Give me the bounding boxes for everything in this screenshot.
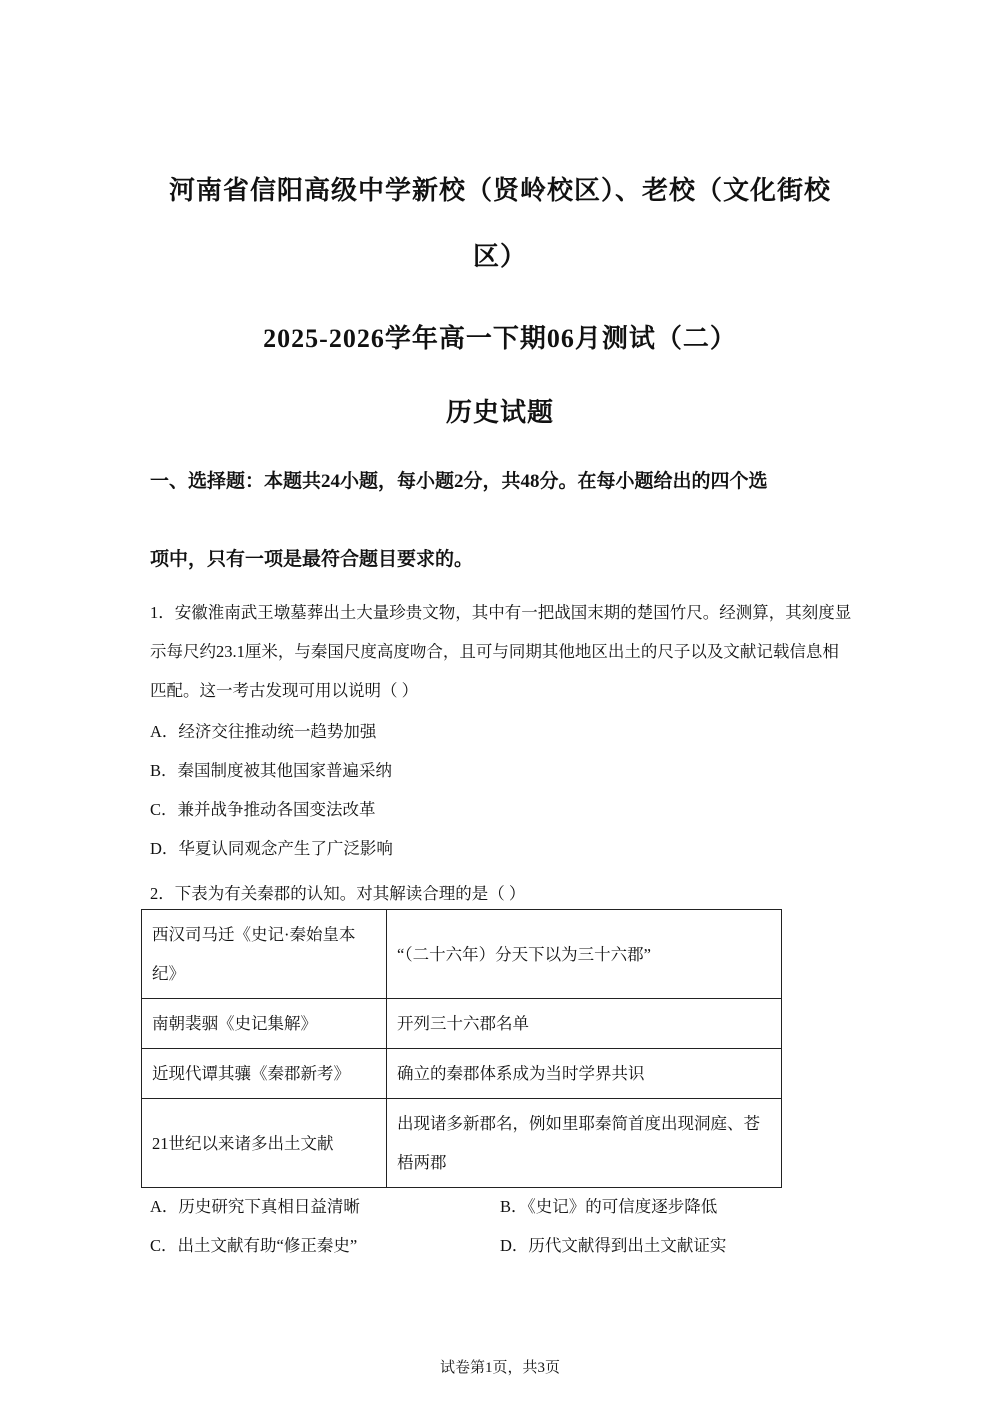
exam-title-line2: 区） bbox=[472, 242, 527, 271]
question-1-option-b: B．秦国制度被其他国家普遍采纳 bbox=[150, 761, 393, 780]
exam-subject-title: 历史试题 bbox=[445, 398, 554, 427]
table-cell-source: 近现代谭其骧《秦郡新考》 bbox=[142, 1049, 387, 1099]
question-2-option-c: C．出土文献有助“修正秦史” bbox=[150, 1236, 358, 1255]
table-row bbox=[142, 910, 782, 999]
question-1-text: 1．安徽淮南武王墩墓葬出土大量珍贵文物，其中有一把战国末期的楚国竹尺。经测算，其刻度显示每尺约23.1厘米，与秦国尺度高度吻合，且可与同期其他地区出土的尺子以及文献记载信息相匹配。这一考古发现可用以说明（ ） bbox=[150, 603, 852, 700]
page-footer: 试卷第1页，共3页 bbox=[439, 1360, 560, 1376]
section-instruction-line2: 项中，只有一项是最符合题目要求的。 bbox=[150, 549, 474, 570]
table-cell-source: 南朝裴骃《史记集解》 bbox=[142, 999, 387, 1049]
table-row bbox=[142, 999, 782, 1049]
table-row bbox=[142, 1049, 782, 1099]
section-instruction-line1: 一、选择题：本题共24小题，每小题2分，共48分。在每小题给出的四个选 bbox=[150, 471, 768, 492]
table-cell-source: 21世纪以来诸多出土文献 bbox=[142, 1099, 387, 1188]
question-1-option-d: D．华夏认同观念产生了广泛影响 bbox=[150, 839, 393, 858]
question-2-option-a: A．历史研究下真相日益清晰 bbox=[150, 1197, 360, 1216]
table-cell-content: 出现诸多新郡名，例如里耶秦简首度出现洞庭、苍梧两郡 bbox=[387, 1099, 782, 1188]
exam-title-line1: 河南省信阳高级中学新校（贤岭校区）、老校（文化街校 bbox=[168, 176, 831, 205]
question-2-text: 2．下表为有关秦郡的认知。对其解读合理的是（ ） bbox=[150, 884, 526, 903]
table-cell-content: “（二十六年）分天下以为三十六郡” bbox=[387, 910, 782, 999]
table-cell-content: 开列三十六郡名单 bbox=[387, 999, 782, 1049]
question-1-option-c: C．兼并战争推动各国变法改革 bbox=[150, 800, 376, 819]
question-1-option-a: A．经济交往推动统一趋势加强 bbox=[150, 722, 377, 741]
table-cell-content: 确立的秦郡体系成为当时学界共识 bbox=[387, 1049, 782, 1099]
question-2-option-b: B．《史记》的可信度逐步降低 bbox=[500, 1197, 718, 1216]
table-row bbox=[142, 1099, 782, 1188]
question-2-option-d: D．历代文献得到出土文献证实 bbox=[500, 1236, 727, 1255]
exam-term-title: 2025-2026学年高一下期06月测试（二） bbox=[263, 324, 737, 353]
question-2-table bbox=[141, 909, 782, 1188]
table-cell-source: 西汉司马迁《史记·秦始皇本纪》 bbox=[142, 910, 387, 999]
